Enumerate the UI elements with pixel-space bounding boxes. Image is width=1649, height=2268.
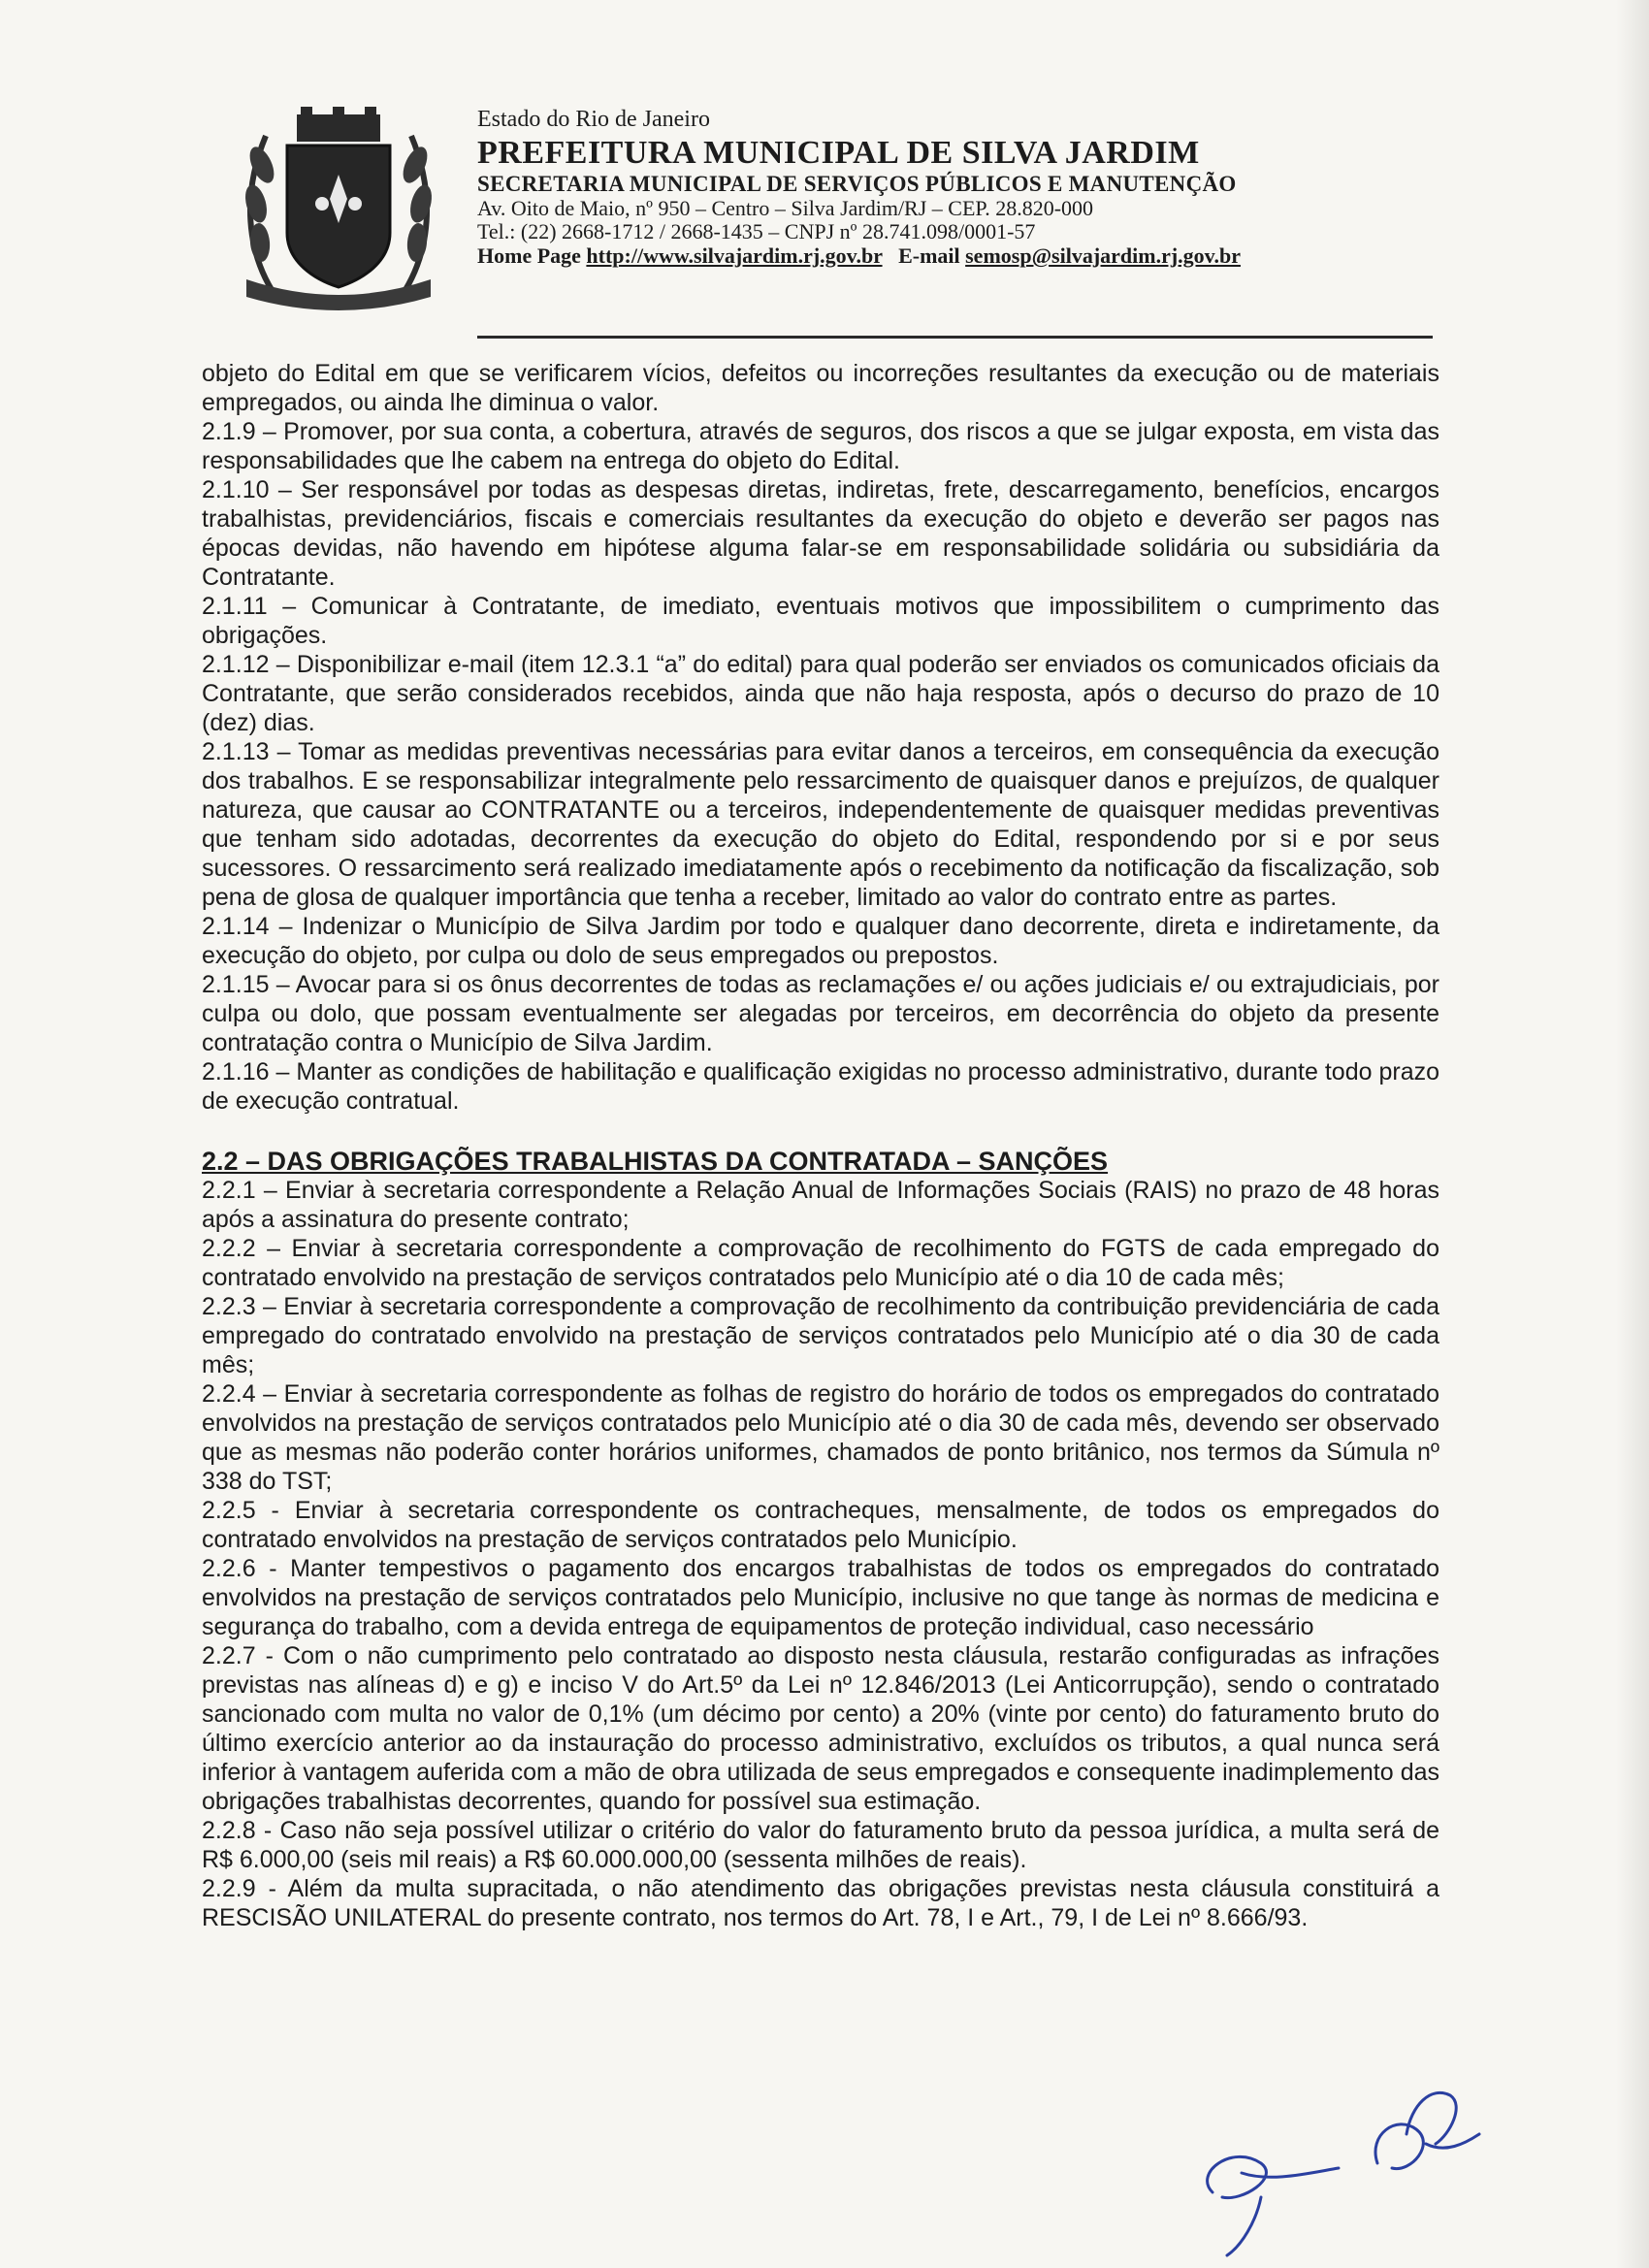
home-page-label: Home Page (477, 243, 581, 268)
home-page-link[interactable]: http://www.silvajardim.rj.gov.br (586, 243, 883, 268)
paragraph: 2.2.6 - Manter tempestivos o pagamento dos encargos trabalhistas de todos os empregados do contratado envolvidos na prestação de serviços contratados pelo Município, inclusive no que tange às normas de medicina e segurança do trabalho, com a devida entrega de equipamentos de proteção individual, caso necessário (202, 1555, 1439, 1640)
paragraph: 2.2.5 - Enviar à secretaria correspondente os contracheques, mensalmente, de todos os empregados do contratado envolvidos na prestação de serviços contratados pelo Município. (202, 1497, 1439, 1553)
paragraph: 2.1.15 – Avocar para si os ônus decorrentes de todas as reclamações e/ ou ações judiciais e/ ou extrajudiciais, por culpa ou dolo, que possam eventualmente ser alegadas por terceiros, em decorrência do objeto da presente contratação contra o Município de Silva Jardim. (202, 971, 1439, 1056)
state-name: Estado do Rio de Janeiro (477, 107, 710, 132)
secretariat-name: SECRETARIA MUNICIPAL DE SERVIÇOS PÚBLICOS E MANUTENÇÃO (477, 171, 1237, 196)
prefecture-name: PREFEITURA MUNICIPAL DE SILVA JARDIM (477, 134, 1200, 171)
section-title: 2.2 – DAS OBRIGAÇÕES TRABALHISTAS DA CONTRATADA – SANÇÕES (202, 1147, 1109, 1176)
paragraph: 2.2.7 - Com o não cumprimento pelo contratado ao disposto nesta cláusula, restarão configuradas as infrações previstas nas alíneas d) e g) e inciso V do Art.5º da Lei nº 12.846/2013 (Lei Anticorrupção), sendo o contratado sancionado com multa no valor de 0,1% (um décimo por cento) a 20% (vinte por cento) do faturamento bruto do último exercício anterior ao da instauração do processo administrativo, excluídos os tributos, a qual nunca será inferior à vantagem auferida com a mão de obra utilizada de seus empregados e consequente inadimplemento das obrigações trabalhistas decorrentes, quando for possível sua estimação. (202, 1642, 1439, 1815)
paragraph: objeto do Edital em que se verificarem vícios, defeitos ou incorreções resultantes da execução ou de materiais empregados, ou ainda lhe diminua o valor. (202, 360, 1439, 416)
paragraph: 2.2.2 – Enviar à secretaria correspondente a comprovação de recolhimento do FGTS de cada empregado do contratado envolvido na prestação de serviços contratados pelo Município até o dia 10 de cada mês; (202, 1235, 1439, 1291)
email-link[interactable]: semosp@silvajardim.rj.gov.br (965, 243, 1241, 268)
paragraph: 2.2.1 – Enviar à secretaria correspondente a Relação Anual de Informações Sociais (RAIS) no prazo de 48 horas após a assinatura do presente contrato; (202, 1177, 1439, 1233)
handwritten-signature-icon (1174, 2076, 1494, 2260)
paragraph: 2.2.9 - Além da multa supracitada, o não atendimento das obrigações previstas nesta cláusula constituirá a RESCISÃO UNILATERAL do presente contrato, nos termos do Art. 78, I e Art., 79, I de Lei nº 8.666/93. (202, 1875, 1439, 1931)
email-label: E-mail (898, 243, 960, 268)
letterhead-text (477, 107, 1241, 269)
paragraph: 2.1.11 – Comunicar à Contratante, de imediato, eventuais motivos que impossibilitem o cumprimento das obrigações. (202, 593, 1439, 649)
paragraph: 2.1.14 – Indenizar o Município de Silva Jardim por todo e qualquer dano decorrente, direta e indiretamente, da execução do objeto, por culpa ou dolo de seus empregados ou prepostos. (202, 913, 1439, 969)
contact-line (477, 244, 1241, 269)
page-edge (1616, 0, 1649, 2268)
paragraph: 2.1.9 – Promover, por sua conta, a cobertura, através de seguros, dos riscos a que se julgar exposta, em vista das responsabilidades que lhe cabem na entrega do objeto do Edital. (202, 418, 1439, 474)
header-divider (477, 336, 1433, 339)
phone-cnpj: Tel.: (22) 2668-1712 / 2668-1435 – CNPJ nº 28.741.098/0001-57 (477, 219, 1036, 244)
document-body (202, 359, 1439, 1932)
address: Av. Oito de Maio, nº 950 – Centro – Silva Jardim/RJ – CEP. 28.820-000 (477, 195, 1094, 220)
paragraph: 2.1.16 – Manter as condições de habilitação e qualificação exigidas no processo administrativo, durante todo prazo de execução contratual. (202, 1058, 1439, 1115)
municipal-crest-icon (237, 107, 440, 310)
paragraph: 2.2.4 – Enviar à secretaria correspondente as folhas de registro do horário de todos os empregados do contratado envolvidos na prestação de serviços contratados pelo Município até o dia 30 de cada mês, devendo ser observado que as mesmas não poderão conter horários uniformes, chamados de ponto britânico, nos termos da Súmula nº 338 do TST; (202, 1380, 1439, 1495)
paragraph: 2.2.3 – Enviar à secretaria correspondente a comprovação de recolhimento da contribuição previdenciária de cada empregado do contratado envolvido na prestação de serviços contratados pelo Município até o dia 30 de cada mês; (202, 1293, 1439, 1378)
paragraph: 2.1.10 – Ser responsável por todas as despesas diretas, indiretas, frete, descarregamento, benefícios, encargos trabalhistas, previdenciários, fiscais e comerciais resultantes da execução do objeto e deverão ser pagos nas épocas devidas, não havendo em hipótese alguma falar-se em responsabilidade solidária ou subsidiária da Contratante. (202, 476, 1439, 591)
paragraph: 2.1.13 – Tomar as medidas preventivas necessárias para evitar danos a terceiros, em consequência da execução dos trabalhos. E se responsabilizar integralmente pelo ressarcimento de quaisquer danos e prejuízos, de qualquer natureza, que causar ao CONTRATANTE ou a terceiros, independentemente de quaisquer medidas preventivas que tenham sido adotadas, decorrentes da execução do objeto do Edital, respondendo por si e por seus sucessores. O ressarcimento será realizado imediatamente após o recebimento da notificação da fiscalização, sob pena de glosa de qualquer importância que tenha a receber, limitado ao valor do contrato entre as partes. (202, 738, 1439, 911)
letterhead (223, 107, 1436, 330)
paragraph: 2.2.8 - Caso não seja possível utilizar o critério do valor do faturamento bruto da pessoa jurídica, a multa será de R$ 6.000,00 (seis mil reais) a R$ 60.000.000,00 (sessenta milhões de reais). (202, 1817, 1439, 1873)
paragraph: 2.1.12 – Disponibilizar e-mail (item 12.3.1 “a” do edital) para qual poderão ser enviados os comunicados oficiais da Contratante, que serão considerados recebidos, ainda que não haja resposta, após o decurso do prazo de 10 (dez) dias. (202, 651, 1439, 736)
